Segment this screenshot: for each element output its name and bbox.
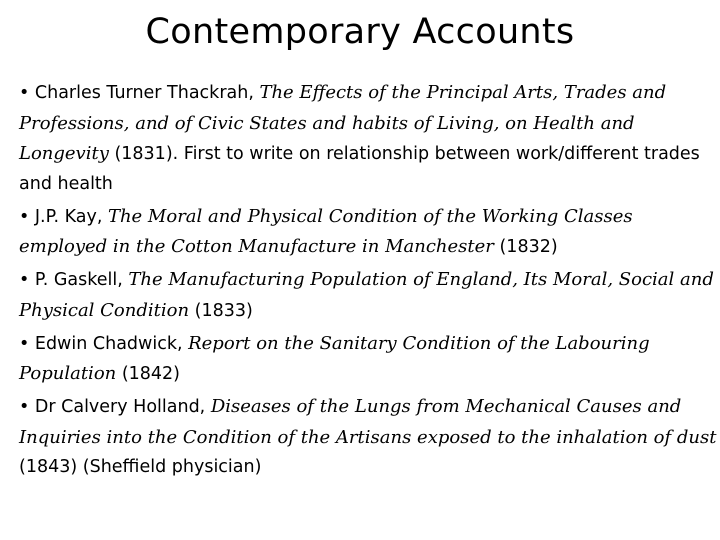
bullet-author: J.P. Kay, bbox=[29, 206, 108, 227]
bullet-work-title: The Effects of the Principal Arts, Trades and Professions, and of Civic States and habits of Living, on Health and Longevity bbox=[19, 82, 667, 164]
bullet-item bbox=[19, 265, 717, 326]
bullet-work-title: Report on the Sanitary Condition of the Labouring Population bbox=[19, 332, 650, 384]
bullet-work-title: Diseases of the Lungs from Mechanical Causes and Inquiries into the Condition of the Artisans exposed to the inhalation of dust bbox=[19, 396, 717, 448]
bullet-work-title: The Manufacturing Population of England, Its Moral, Social and Physical Condition bbox=[19, 269, 714, 321]
bullet-note: (1831). First to write on relationship between work/different trades and health bbox=[19, 144, 700, 194]
bullet-note: (1842) bbox=[116, 364, 181, 384]
bullet-author: Edwin Chadwick, bbox=[29, 333, 189, 354]
bullet-item bbox=[19, 329, 717, 390]
bullet-author: Charles Turner Thackrah, bbox=[29, 83, 260, 103]
bullet-marker: • bbox=[19, 270, 30, 290]
bullet-marker: • bbox=[19, 397, 30, 417]
bullet-work-title: The Moral and Physical Condition of the Working Classes employed in the Cotton Manufacture in Manchester bbox=[19, 205, 633, 257]
bullet-marker: • bbox=[19, 83, 30, 103]
slide-title: Contemporary Accounts bbox=[145, 12, 575, 52]
bullet-note: (1843) (Sheffield physician) bbox=[19, 457, 262, 477]
bullet-marker: • bbox=[19, 206, 30, 227]
bullet-note: (1832) bbox=[493, 237, 558, 257]
bullet-marker: • bbox=[19, 333, 30, 354]
bullet-author: Dr Calvery Holland, bbox=[29, 397, 211, 417]
bullet-list bbox=[19, 78, 717, 485]
bullet-item bbox=[19, 78, 717, 199]
bullet-author: P. Gaskell, bbox=[29, 270, 129, 290]
bullet-item bbox=[19, 392, 717, 483]
bullet-note: (1833) bbox=[189, 300, 253, 321]
bullet-item bbox=[19, 202, 717, 263]
